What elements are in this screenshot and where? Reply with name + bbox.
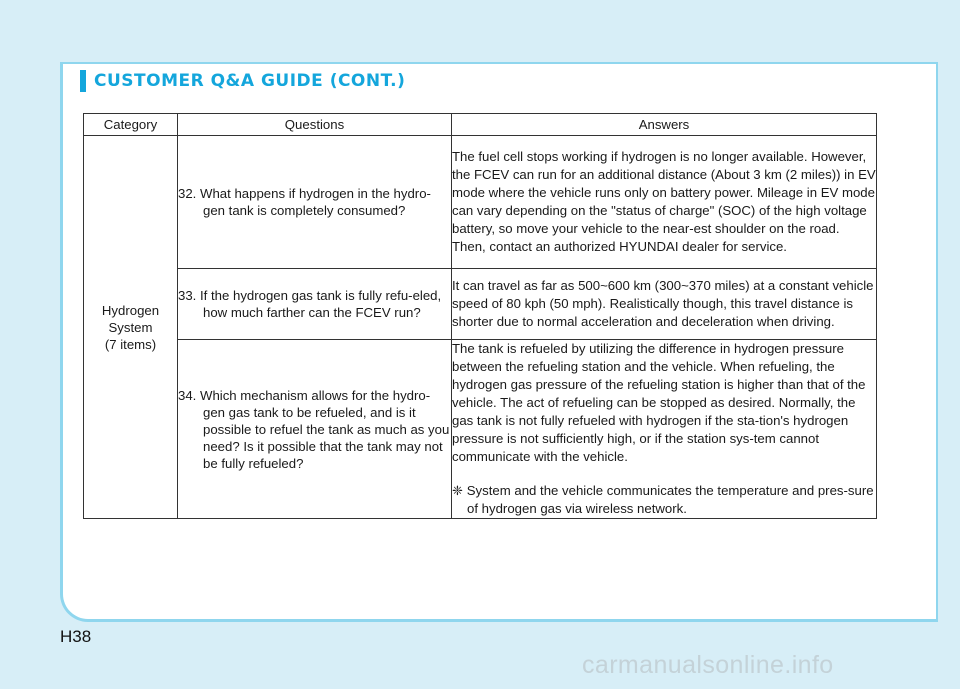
- note-text: System and the vehicle communicates the temperature and pres-sure of hydrogen gas via wireless network.: [466, 483, 874, 516]
- page-number: H38: [60, 627, 92, 646]
- table-row: [84, 340, 877, 519]
- table-header-row: [84, 114, 877, 136]
- answer-note: [452, 482, 876, 518]
- question-cell: [178, 340, 452, 519]
- category-cell: [84, 136, 178, 519]
- section-title: CUSTOMER Q&A GUIDE (CONT.): [94, 71, 406, 91]
- answer-cell: [452, 136, 877, 269]
- column-header-answers: Answers: [452, 114, 877, 136]
- question-text: 32. What happens if hydrogen in the hydro-gen tank is completely consumed?: [178, 186, 431, 218]
- column-header-questions: Questions: [178, 114, 452, 136]
- question-cell: [178, 269, 452, 340]
- answer-text: It can travel as far as 500~600 km (300~370 miles) at a constant vehicle speed of 80 kph (50 mph). Realistically though, this travel distance is shorter due to normal acceleration and deceleration when driving.: [452, 278, 874, 329]
- title-accent-bar: [80, 70, 86, 92]
- note-symbol-icon: ❈: [452, 483, 464, 498]
- question-text: 34. Which mechanism allows for the hydro-gen gas tank to be refueled, and is it possible to refuel the tank as much as you need? Is it possible that the tank may not be fully refueled?: [178, 387, 450, 471]
- qa-table: [83, 113, 877, 519]
- table-row: [84, 136, 877, 269]
- section-header: [80, 70, 405, 92]
- question-cell: [178, 136, 452, 269]
- column-header-category: Category: [84, 114, 178, 136]
- answer-cell: [452, 269, 877, 340]
- category-label: Hydrogen System (7 items): [101, 302, 160, 352]
- answer-cell: [452, 340, 877, 519]
- question-text: 33. If the hydrogen gas tank is fully refu-eled, how much farther can the FCEV run?: [178, 288, 442, 320]
- table-row: [84, 269, 877, 340]
- answer-text: The tank is refueled by utilizing the difference in hydrogen pressure between the refueling station and the vehicle. When refueling, the hydrogen gas pressure of the refueling station is higher than that of the vehicle. The act of refueling can be stopped as desired. Normally, the gas tank is not fully refueled with hydrogen if the sta-tion's hydrogen pressure is not sufficiently high, or if the station sys-tem cannot communicate with the vehicle.: [452, 341, 866, 464]
- watermark-text: carmanualsonline.info: [582, 651, 834, 679]
- answer-text: The fuel cell stops working if hydrogen is no longer available. However, the FCEV can run for an additional distance (About 3 km (2 miles)) in EV mode where the vehicle runs only on battery power. Mileage in EV mode can vary depending on the "status of charge" (SOC) of the high voltage battery, so move your vehicle to the near-est shoulder on the road. Then, contact an authorized HYUNDAI dealer for service.: [452, 149, 876, 254]
